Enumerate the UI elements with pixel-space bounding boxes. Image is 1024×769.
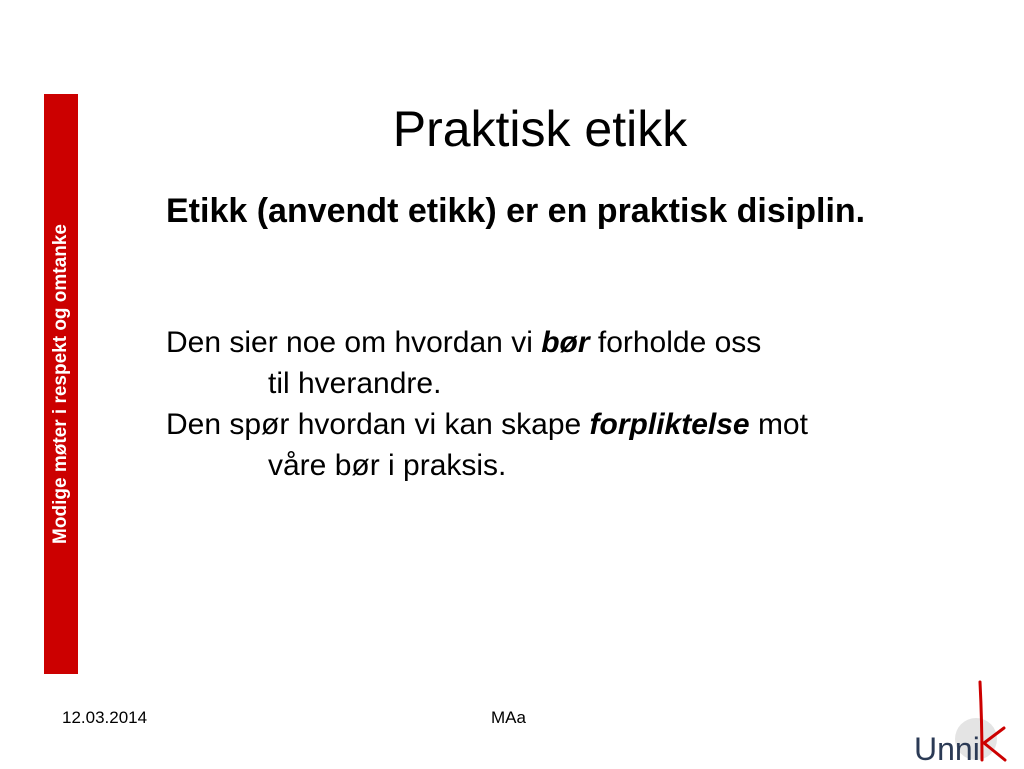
lead-statement: Etikk (anvendt etikk) er en praktisk disiplin.: [166, 192, 866, 230]
body-text-segment: forholde oss: [589, 326, 762, 359]
svg-text:Unni: Unni: [914, 731, 980, 764]
slide-title: Praktisk etikk: [392, 101, 688, 157]
footer-author: MAa: [491, 708, 526, 727]
sidebar-banner: [44, 94, 78, 674]
body-line-2-continuation: våre bør i praksis.: [268, 449, 507, 482]
footer-date: 12.03.2014: [62, 708, 148, 727]
unnik-logo-icon: [908, 676, 1016, 764]
slide-body: [166, 322, 956, 486]
body-text-segment: mot: [749, 408, 808, 441]
body-text-segment: Den spør hvordan vi kan skape: [166, 408, 590, 441]
sidebar-slogan: Modige møter i respekt og omtanke: [50, 224, 71, 544]
emphasis-forpliktelse: forpliktelse: [589, 408, 750, 441]
body-line-2: [166, 404, 956, 445]
body-text-segment: Den sier noe om hvordan vi: [166, 326, 542, 359]
body-line-1: [166, 322, 956, 363]
emphasis-bor: bør: [541, 326, 590, 359]
body-line-1-continuation: til hverandre.: [268, 367, 442, 400]
